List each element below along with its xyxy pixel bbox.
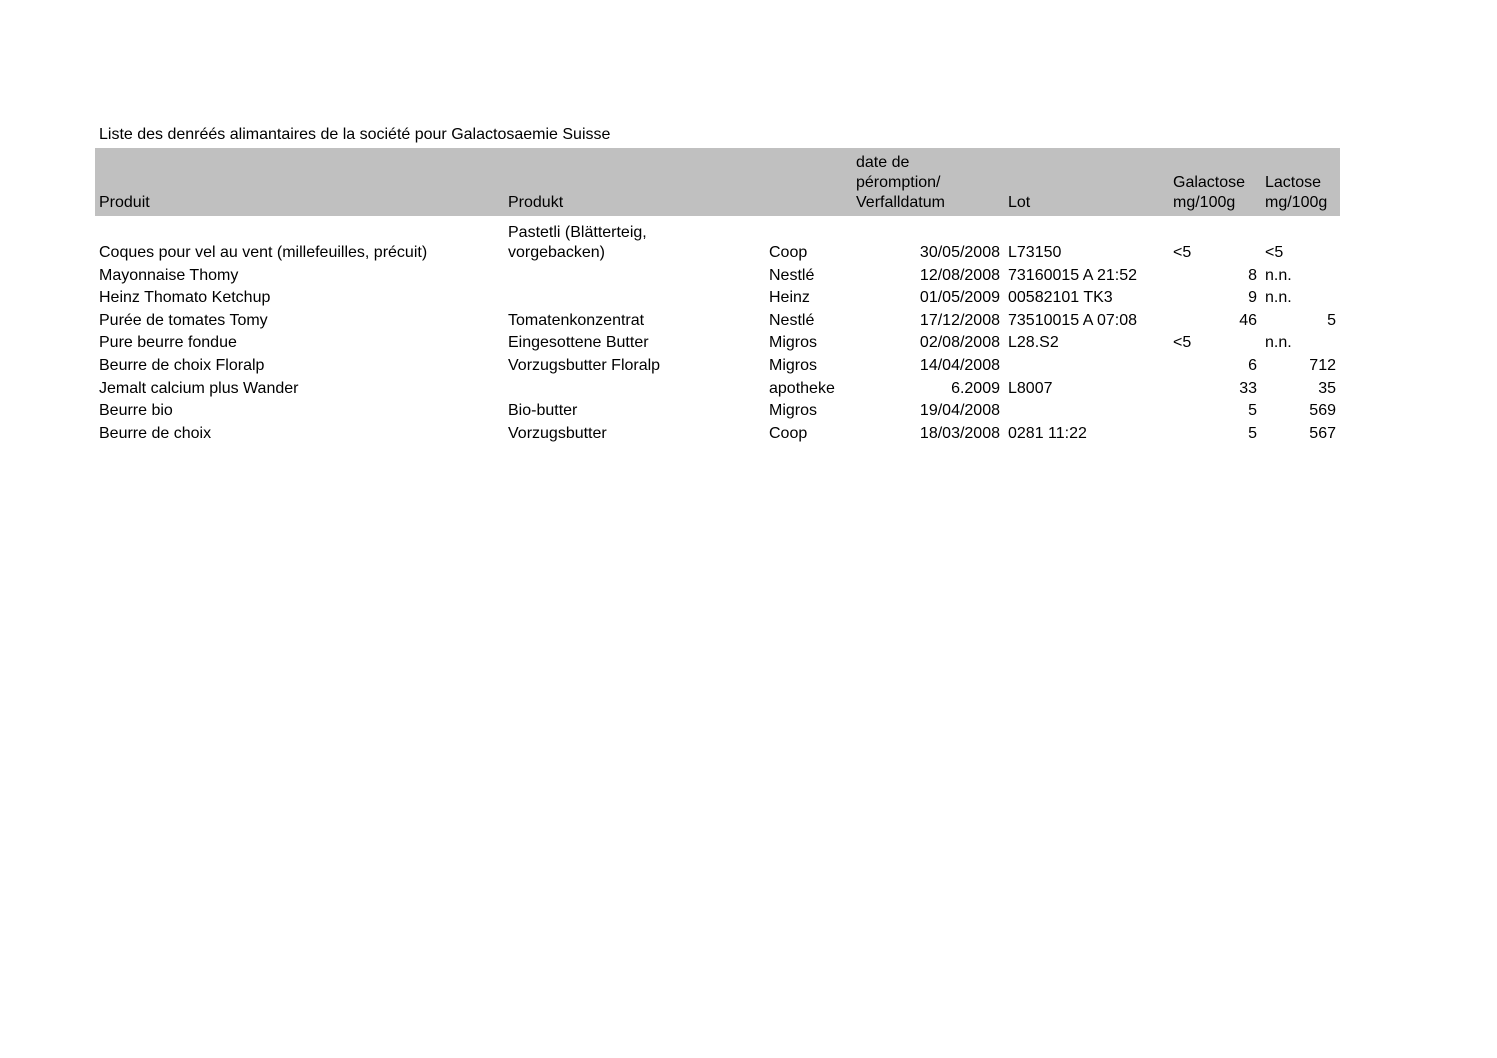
table-row bbox=[95, 376, 1340, 399]
cell-lot: L73150 bbox=[1008, 244, 1062, 261]
cell-date: 14/04/2008 bbox=[919, 356, 1000, 374]
cell-date: 6.2009 bbox=[951, 379, 1000, 397]
cell-lactose: 5 bbox=[1327, 311, 1336, 329]
cell-produit: Pure beurre fondue bbox=[99, 334, 237, 352]
header-lactose: Lactose mg/100g bbox=[1265, 174, 1328, 211]
cell-lactose: 35 bbox=[1318, 379, 1336, 397]
cell-lactose: n.n. bbox=[1265, 289, 1292, 307]
cell-lot: 73510015 A 07:08 bbox=[1008, 311, 1138, 329]
cell-lactose: n.n. bbox=[1265, 266, 1292, 284]
cell-produkt: Pastetli (Blätterteig, vorgebacken) bbox=[508, 224, 647, 261]
header-produkt: Produkt bbox=[508, 194, 564, 211]
cell-produkt: Eingesottene Butter bbox=[508, 334, 649, 352]
cell-date: 30/05/2008 bbox=[919, 244, 1000, 261]
table-row bbox=[95, 421, 1340, 444]
cell-date: 01/05/2009 bbox=[919, 289, 1000, 307]
cell-date: 02/08/2008 bbox=[919, 334, 1000, 352]
cell-lot bbox=[1004, 399, 1169, 422]
cell-lot: 00582101 TK3 bbox=[1008, 289, 1113, 307]
header-date: date de péromption/ Verfalldatum bbox=[856, 154, 945, 211]
food-list-table bbox=[95, 148, 1340, 444]
cell-date: 19/04/2008 bbox=[919, 402, 1000, 420]
table-row bbox=[95, 286, 1340, 309]
cell-lactose: n.n. bbox=[1265, 334, 1292, 352]
table-row bbox=[95, 263, 1340, 286]
cell-produit: Beurre bio bbox=[99, 402, 173, 420]
table-row bbox=[95, 331, 1340, 354]
cell-lot: 0281 11:22 bbox=[1008, 424, 1087, 442]
cell-galactose: <5 bbox=[1173, 334, 1192, 352]
cell-galactose: 9 bbox=[1248, 289, 1257, 307]
cell-produit: Coques pour vel au vent (millefeuilles, précuit) bbox=[99, 244, 428, 261]
cell-produkt: Bio-butter bbox=[508, 402, 578, 420]
table-row bbox=[95, 353, 1340, 376]
header-vendor bbox=[765, 148, 852, 216]
document-title: Liste des denréés alimantaires de la société pour Galactosaemie Suisse bbox=[99, 126, 611, 143]
cell-produkt bbox=[504, 376, 765, 399]
cell-galactose: 5 bbox=[1248, 402, 1257, 420]
cell-lactose: 567 bbox=[1309, 424, 1336, 442]
cell-lot: 73160015 A 21:52 bbox=[1008, 266, 1138, 284]
cell-vendor: Nestlé bbox=[769, 311, 815, 329]
cell-lot: L8007 bbox=[1008, 379, 1053, 397]
cell-produkt bbox=[504, 263, 765, 286]
cell-vendor: Coop bbox=[769, 244, 808, 261]
cell-vendor: Nestlé bbox=[769, 266, 815, 284]
cell-vendor: Migros bbox=[769, 356, 818, 374]
cell-produit: Purée de tomates Tomy bbox=[99, 311, 268, 329]
cell-galactose: <5 bbox=[1173, 244, 1192, 261]
cell-lactose: <5 bbox=[1265, 244, 1284, 261]
cell-date: 18/03/2008 bbox=[919, 424, 1000, 442]
cell-vendor: Heinz bbox=[769, 289, 810, 307]
cell-vendor: Migros bbox=[769, 334, 818, 352]
cell-galactose: 6 bbox=[1248, 356, 1257, 374]
cell-galactose: 8 bbox=[1248, 266, 1257, 284]
header-lot: Lot bbox=[1008, 194, 1031, 211]
cell-vendor: Migros bbox=[769, 402, 818, 420]
cell-lot bbox=[1004, 353, 1169, 376]
cell-lot: L28.S2 bbox=[1008, 334, 1059, 352]
header-galactose: Galactose mg/100g bbox=[1173, 174, 1246, 211]
cell-galactose: 33 bbox=[1239, 379, 1257, 397]
header-produit: Produit bbox=[99, 194, 150, 211]
cell-vendor: apotheke bbox=[769, 379, 835, 397]
cell-date: 12/08/2008 bbox=[919, 266, 1000, 284]
table-row bbox=[95, 399, 1340, 422]
table-row bbox=[95, 216, 1340, 263]
cell-vendor: Coop bbox=[769, 424, 808, 442]
table-row bbox=[95, 308, 1340, 331]
cell-produit: Beurre de choix bbox=[99, 424, 212, 442]
cell-produkt bbox=[504, 286, 765, 309]
cell-produit: Heinz Thomato Ketchup bbox=[99, 289, 271, 307]
cell-lactose: 569 bbox=[1309, 402, 1336, 420]
cell-produkt: Vorzugsbutter bbox=[508, 424, 607, 442]
cell-produkt: Tomatenkonzentrat bbox=[508, 311, 645, 329]
cell-galactose: 46 bbox=[1239, 311, 1257, 329]
cell-galactose: 5 bbox=[1248, 424, 1257, 442]
cell-produit: Mayonnaise Thomy bbox=[99, 266, 239, 284]
cell-date: 17/12/2008 bbox=[919, 311, 1000, 329]
cell-produit: Beurre de choix Floralp bbox=[99, 356, 265, 374]
cell-lactose: 712 bbox=[1309, 356, 1336, 374]
cell-produit: Jemalt calcium plus Wander bbox=[99, 379, 299, 397]
table-header-row bbox=[95, 148, 1340, 216]
cell-produkt: Vorzugsbutter Floralp bbox=[508, 356, 661, 374]
